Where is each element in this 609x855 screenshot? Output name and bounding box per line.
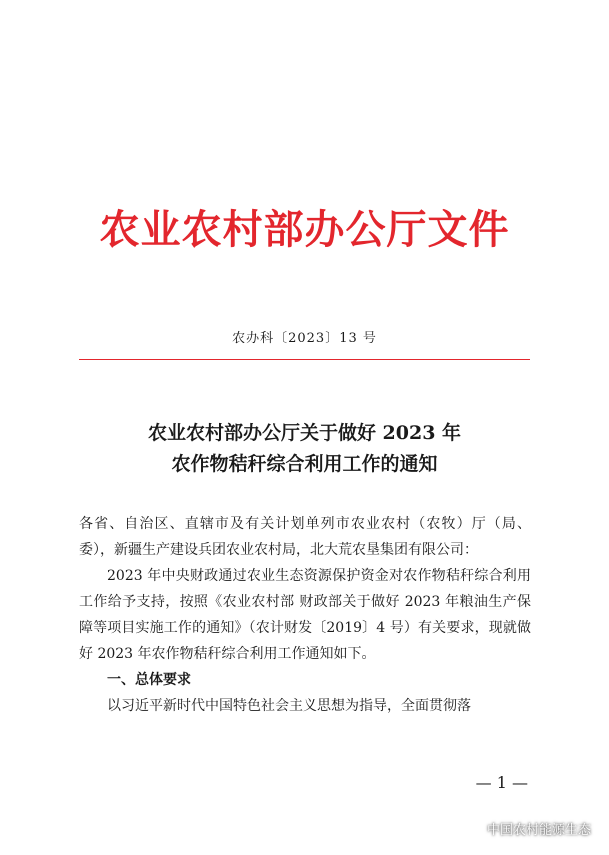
source-watermark [463,818,591,838]
notice-title-line-2: 农作物秸秆综合利用工作的通知 [171,453,438,475]
section-heading-general-requirements: 一、总体要求 [107,672,191,688]
body-paragraph-2: 以习近平新时代中国特色社会主义思想为指导，全面贯彻落 [107,698,471,714]
red-divider-line [79,359,530,360]
wechat-icon [463,820,483,836]
watermark-text: 中国农村能源生态 [486,822,591,838]
document-number: 农办科〔2023〕13 号 [232,331,377,346]
notice-title-line-1: 农业农村部办公厅关于做好 2023 年 [147,422,462,444]
document-header-title: 农业农村部办公厅文件 [99,207,510,253]
addressees-paragraph: 各省、自治区、直辖市及有关计划单列市农业农村（农牧）厅（局、委），新疆生产建设兵团农业农村局，北大荒农垦集团有限公司： [79,516,531,558]
notice-title [0,418,609,480]
body-paragraph-1: 2023 年中央财政通过农业生态资源保护资金对农作物秸秆综合利用工作给予支持，按照《农业农村部 财政部关于做好 2023 年粮油生产保障等项目实施工作的通知》（农计财发〔2019〕4 号）有关要求，现就做好 2023 年农作物秸秆综合利用工作通知如下。 [79,568,531,662]
document-body [79,511,531,719]
page-number: — 1 — [475,773,528,792]
